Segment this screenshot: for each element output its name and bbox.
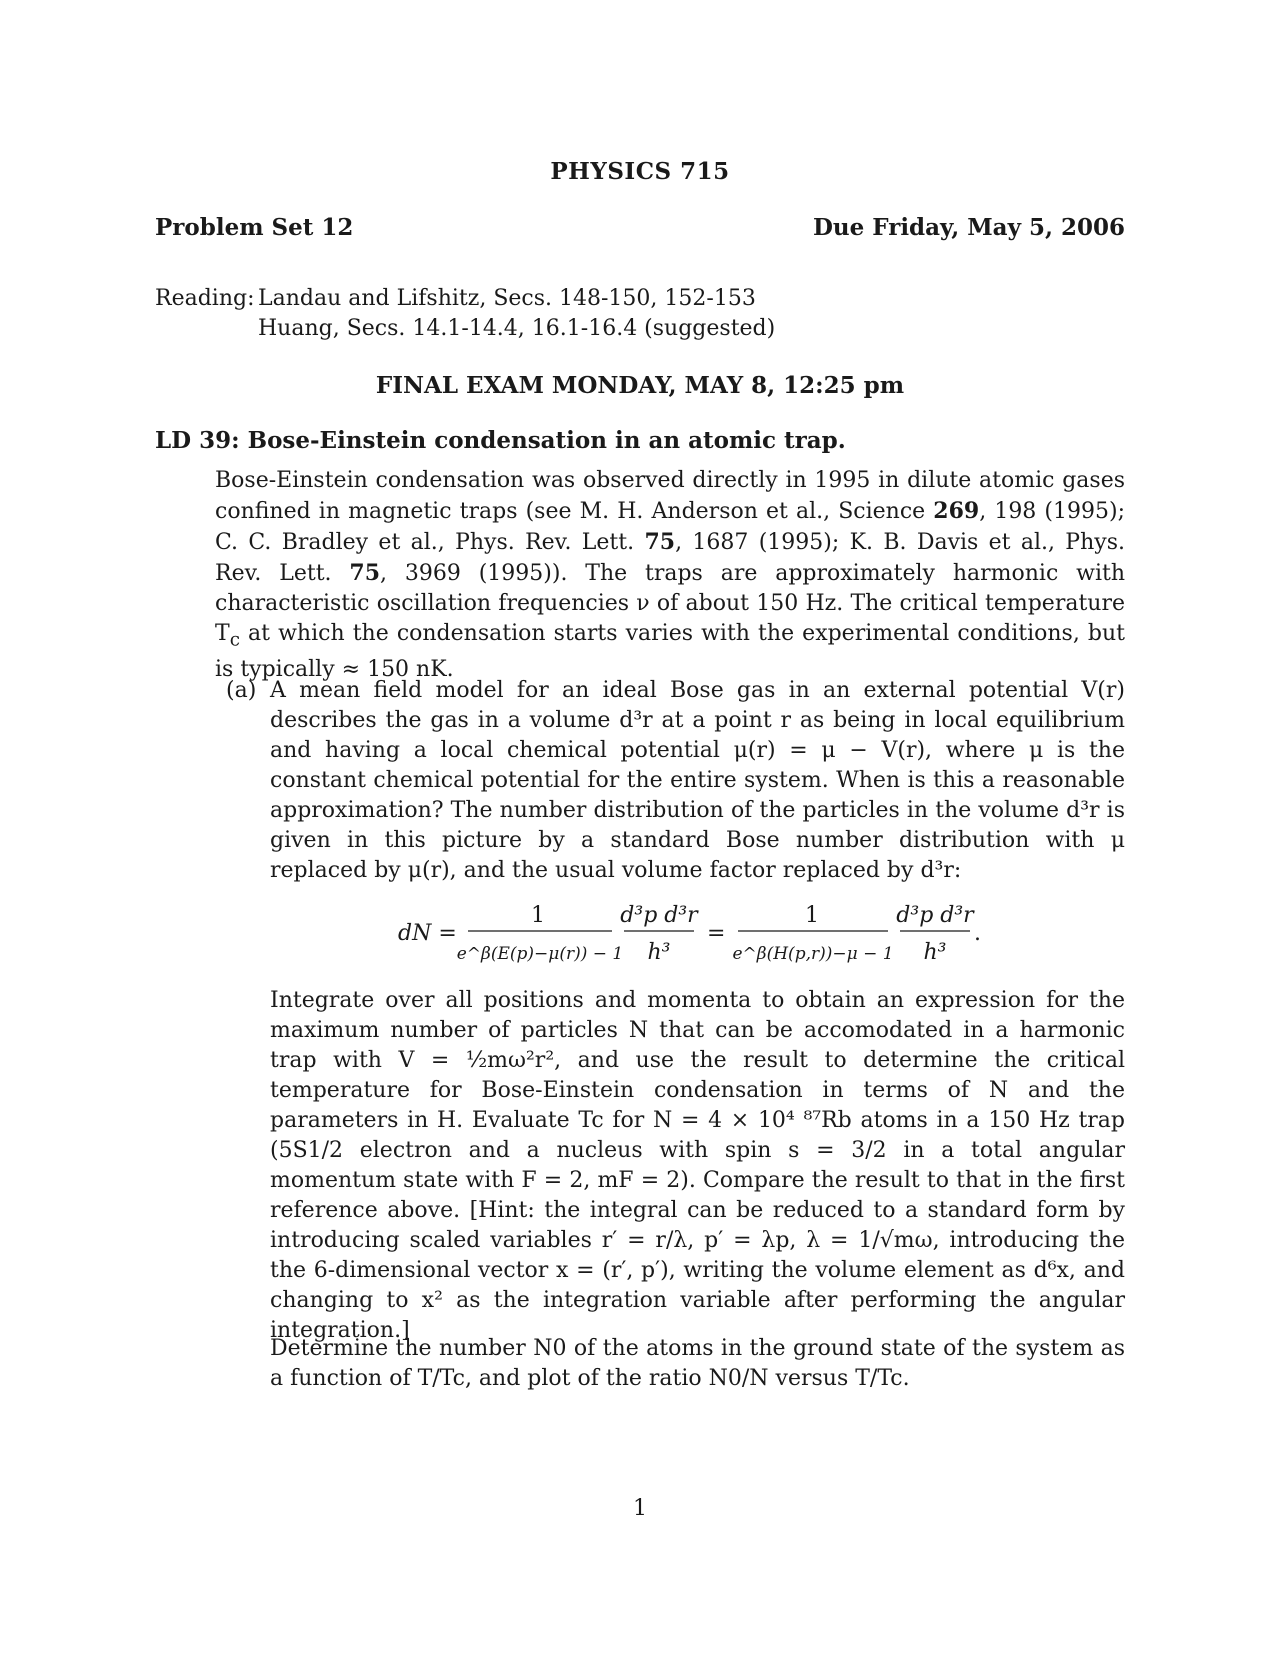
fraction-4-numerator: d³p d³r bbox=[896, 903, 974, 928]
integrate-paragraph: Integrate over all positions and momenta to obtain an expression for the maximum number of particles N that can be accomodated in a harmonic trap with V = ½mω²r², and use the result to determine the critical temperature for Bose-Einstein condensation in terms of N and the parameters in H. Evaluate Tc for N = 4 × 10⁴ ⁸⁷Rb atoms in a 150 Hz trap (5S1/2 electron and a nucleus with spin s = 3/2 in a total angular momentum state with F = 2, mF = 2). Compare the result to that in the first reference above. [Hint: the integral can be reduced to a standard form by introducing scaled variables r′ = r/λ, p′ = λp, λ = 1/√mω, introducing the the 6-dimensional vector x = (r′, p′), writing the volume element as d⁶x, and changing to x² as the integration variable after performing the angular integration.] bbox=[270, 988, 1125, 1343]
intro-text-3: , 1687 (1995); K. B. Davis et al., Phys. Rev. Lett. bbox=[215, 530, 1125, 586]
equation-svg bbox=[0, 900, 1280, 970]
intro-subscript: c bbox=[229, 629, 240, 651]
fraction-2-numerator: d³p d³r bbox=[620, 903, 698, 928]
problem-heading: LD 39: Bose-Einstein condensation in an atomic trap. bbox=[155, 427, 846, 454]
course-title: PHYSICS 715 bbox=[550, 158, 730, 185]
page-number: 1 bbox=[633, 1496, 647, 1521]
intro-text-4: , 3969 (1995)). The traps are approximately harmonic with characteristic oscillation frequencies ν of about 150 Hz. The critical temperature T bbox=[215, 561, 1126, 646]
determine-paragraph: Determine the number N0 of the atoms in the ground state of the system as a function of T/Tc, and plot of the ratio N0/N versus T/Tc. bbox=[270, 1336, 1125, 1391]
reading-line-2: Huang, Secs. 14.1-14.4, 16.1-16.4 (suggested) bbox=[258, 316, 776, 341]
problem-set-label: Problem Set 12 bbox=[155, 214, 354, 241]
intro-volume-2: 75 bbox=[644, 529, 676, 555]
intro-text-2: , 198 (1995); C. C. Bradley et al., Phys. Rev. Lett. bbox=[215, 499, 1125, 555]
reading-line-1: Landau and Lifshitz, Secs. 148-150, 152-153 bbox=[258, 286, 756, 311]
intro-volume-1: 269 bbox=[933, 498, 980, 524]
intro-volume-3: 75 bbox=[349, 560, 381, 586]
equals-sign: = bbox=[707, 921, 726, 946]
exam-announcement: FINAL EXAM MONDAY, MAY 8, 12:25 pm bbox=[375, 372, 905, 399]
part-a-text: A mean field model for an ideal Bose gas in an external potential V(r) describes the gas in a volume d³r at a point r as being in local equilibrium and having a local chemical potential μ(r) = μ − V(r), where μ is the constant chemical potential for the entire system. When is this a reasonable approximation? The number distribution of the particles in the volume d³r is given in this picture by a standard Bose number distribution with μ replaced by μ(r), and the usual volume factor replaced by d³r: bbox=[270, 678, 1125, 883]
fraction-3-numerator: 1 bbox=[805, 903, 819, 928]
fraction-2-denominator: h³ bbox=[647, 940, 671, 965]
due-date: Due Friday, May 5, 2006 bbox=[812, 214, 1125, 241]
fraction-1-denominator: e^β(E(p)−μ(r)) − 1 bbox=[456, 944, 624, 964]
distribution-equation bbox=[0, 900, 1280, 970]
reading-assignment bbox=[155, 284, 775, 344]
problem-intro bbox=[215, 466, 1125, 685]
part-a-label: (a) bbox=[226, 678, 257, 703]
fraction-3-denominator: e^β(H(p,r))−μ − 1 bbox=[732, 944, 894, 964]
equation-period: . bbox=[974, 921, 981, 946]
fraction-4-denominator: h³ bbox=[923, 940, 947, 965]
reading-label: Reading: bbox=[155, 286, 255, 311]
intro-text-5: at which the condensation starts varies with the experimental conditions, but is typically ≈ 150 nK. bbox=[215, 621, 1125, 683]
equation-lhs: dN = bbox=[398, 921, 457, 946]
fraction-1-numerator: 1 bbox=[531, 903, 545, 928]
intro-text-1: Bose-Einstein condensation was observed directly in 1995 in dilute atomic gases confined in magnetic traps (see M. H. Anderson et al., Science bbox=[215, 468, 1125, 524]
part-a bbox=[226, 676, 1125, 886]
